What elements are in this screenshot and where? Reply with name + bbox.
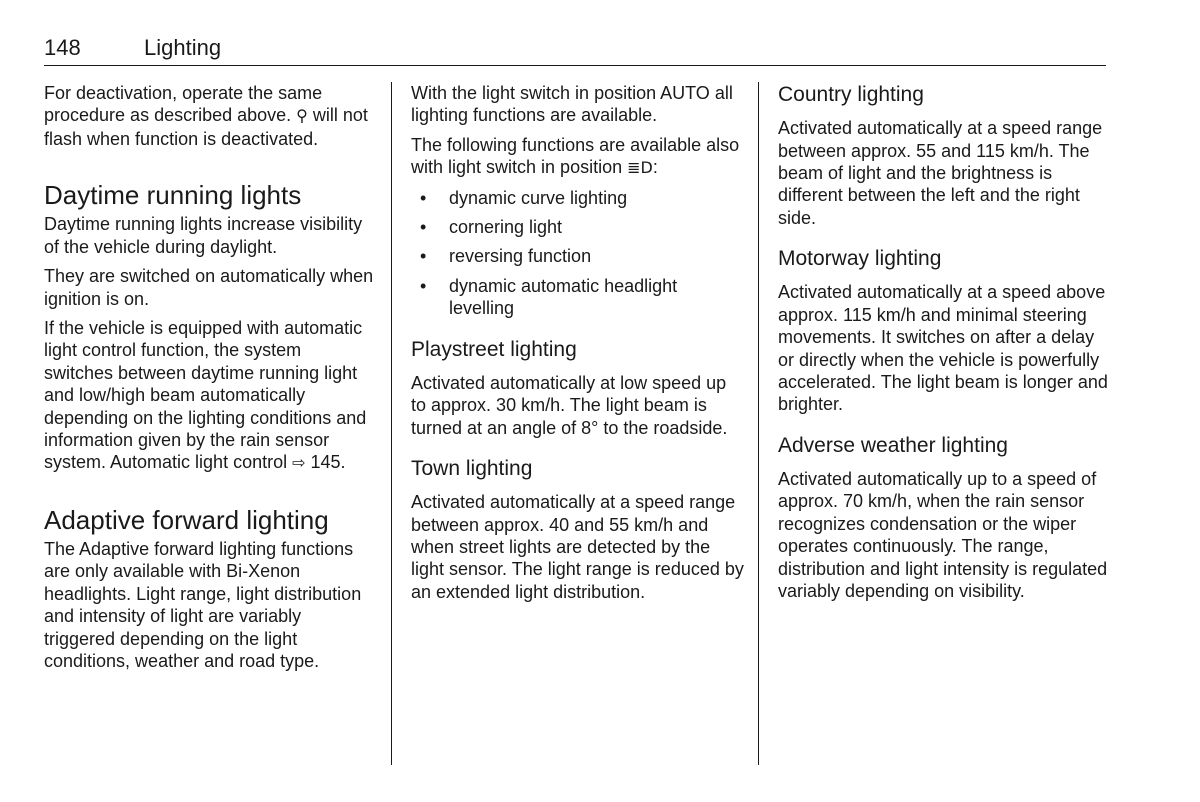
list-item [411,187,746,209]
list-item [411,216,746,238]
functions-list [411,187,746,320]
page-header [44,33,1106,66]
section-title: Lighting [144,35,222,60]
deactivation-text-end: will not flash when function is deactivated. [44,105,368,149]
list-item-text: dynamic automatic headlight levelling [449,275,678,319]
heading-adaptive-forward-lighting: Adaptive forward lighting [44,504,329,535]
list-item [411,275,746,320]
paragraph-daytime-1: Daytime running lights increase visibility of the vehicle during daylight. [44,214,363,257]
paragraph-adverse: Activated automatically up to a speed of approx. 70 km/h, when the rain sensor recognizes condensation or the wiper operates continuously. The range, distribution and light intensity is regulated variably depending on visibility. [778,469,1108,602]
paragraph-daytime-3 [44,317,374,475]
bullet: • [420,275,427,296]
bullet: • [420,187,427,208]
page-reference-arrow-icon: ⇨ [292,453,306,473]
functions-text: The following functions are available also with light switch in position [411,134,740,178]
headlight-icon: ≣D [627,158,653,178]
paragraph-motorway: Activated automatically at a speed above approx. 115 km/h and minimal steering movements. It switches on after a delay or directly when the vehicle is powerfully accelerated. The light beam is longer and brighter. [778,282,1108,415]
paragraph-country: Activated automatically at a speed range between approx. 55 and 115 km/h. The beam of light and the brightness is different between the left and the right side. [778,118,1103,228]
page-number: 148 [44,35,81,60]
auto-text-before: With the light switch in position [411,83,661,103]
paragraph-playstreet: Activated automatically at low speed up to approx. 30 km/h. The light beam is turned at an angle of 8° to the roadside. [411,372,728,438]
heading-country-lighting: Country lighting [778,83,924,106]
list-item-text: cornering light [449,217,563,238]
bullet: • [420,246,427,267]
column-middle [411,82,746,610]
daytime-3-text: If the vehicle is equipped with automatic light control function, the system switches between daytime running light and low/high beam automatically depending on the lighting conditions and information given by the rain sensor system. Automatic light control [44,318,367,473]
list-item [411,245,746,267]
heading-adverse-weather-lighting: Adverse weather lighting [778,433,1008,457]
paragraph-deactivation [44,82,374,150]
auto-label: AUTO [660,83,710,103]
heading-playstreet-lighting: Playstreet lighting [411,337,577,361]
lamp-icon: ⚲ [296,106,308,126]
heading-daytime-running-lights: Daytime running lights [44,180,302,211]
bullet: • [420,217,427,238]
heading-town-lighting: Town lighting [411,457,533,481]
column-right [778,82,1113,609]
paragraph-functions [411,134,746,180]
paragraph-town: Activated automatically at a speed range between approx. 40 and 55 km/h and when street lights are detected by the light sensor. The light range is reduced by an extended light distribution. [411,492,744,602]
functions-colon: : [652,157,658,178]
list-item-text: reversing function [449,246,592,267]
heading-motorway-lighting: Motorway lighting [778,247,942,271]
column-divider-1 [391,82,392,765]
paragraph-auto [411,82,746,127]
deactivation-text: For deactivation, operate the same procedure as described above. [44,83,323,126]
page-reference-link[interactable]: 145. [305,452,346,473]
list-item-text: dynamic curve lighting [449,187,628,208]
column-divider-2 [758,82,759,765]
auto-text-after: all lighting functions are available. [411,83,733,126]
column-left [44,82,374,680]
paragraph-daytime-2: They are switched on automatically when ignition is on. [44,266,374,309]
paragraph-adaptive: The Adaptive forward lighting functions are only available with Bi-Xenon headlights. Light range, light distribution and intensity of light are variably triggered depending on the light conditions, weather and road type. [44,539,362,672]
